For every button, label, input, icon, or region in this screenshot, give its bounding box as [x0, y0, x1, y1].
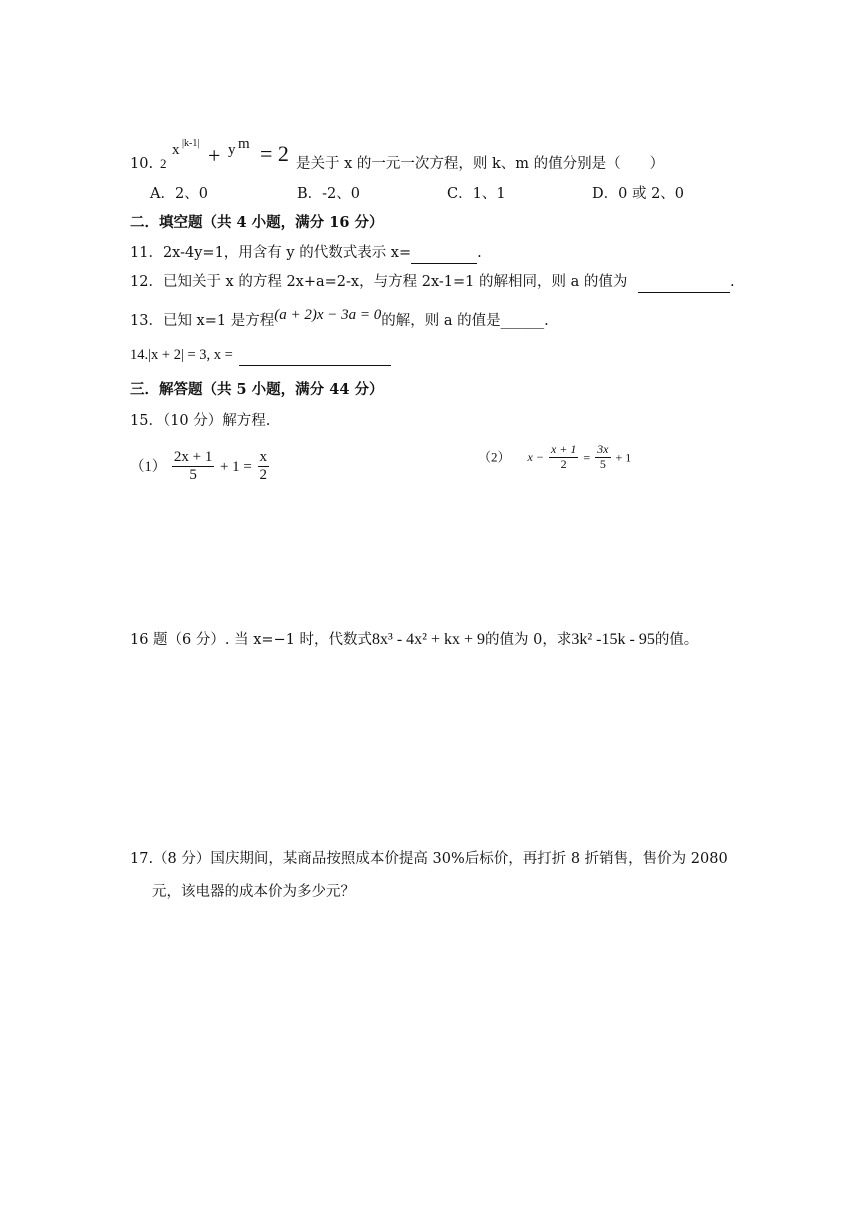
- q16-post: 的值。: [654, 632, 699, 648]
- section-heading-solve: 三．解答题（共 5 小题，满分 44 分）: [130, 381, 384, 398]
- q15-part2-post: + 1: [615, 450, 632, 465]
- q16-line: [130, 630, 698, 650]
- q15-part2-denominator-right: 5: [599, 456, 606, 471]
- q17-line1: 17.（8 分）国庆期间，某商品按照成本价提高 30%后标价，再打折 8 折销售，售价为 2080: [130, 851, 728, 867]
- q15-part2-label: （2）: [478, 449, 511, 465]
- q10-base: 2: [160, 156, 167, 171]
- q15-part1-denominator: 5: [189, 467, 197, 484]
- q10-x: x: [172, 142, 180, 158]
- q17-line2: 元，该电器的成本价为多少元？: [152, 884, 355, 900]
- q15-part1-label: （1）: [130, 458, 167, 475]
- q10-plus: +: [208, 143, 221, 168]
- q10-text: 是关于 x 的一元一次方程，则 k、m 的值分别是（ ）: [296, 156, 665, 172]
- q14-text: 14.|x + 2| = 3, x =: [130, 347, 233, 363]
- q13-post: 的解，则 a 的值是______.: [381, 313, 549, 329]
- q10-y: y: [228, 142, 236, 158]
- q10-equals-two: = 2: [260, 141, 289, 166]
- q16-pre: 16 题（6 分）. 当 x=−1 时，代数式: [130, 632, 373, 648]
- q14-answer-blank: [239, 345, 391, 366]
- q10-option-b: B．-2、0: [297, 186, 361, 202]
- q15-part1-fraction-left: [172, 449, 214, 485]
- q15-part2-numerator-right: 3x: [597, 442, 609, 456]
- q15-title: 15．（10 分）解方程.: [130, 413, 271, 429]
- q15-part2-numerator: x + 1: [550, 442, 577, 456]
- q15-part1-denominator-right: 2: [259, 467, 268, 484]
- q10-y-exponent: m: [238, 136, 250, 152]
- q10-option-a: A．2、0: [150, 186, 208, 202]
- q16-expression: 3k² -15k - 95: [571, 631, 655, 648]
- q12-end: .: [729, 274, 735, 290]
- q15-part2-fraction-left: [549, 443, 578, 472]
- q16-mid: 的值为 0，求: [485, 632, 572, 648]
- q12-line: [130, 272, 735, 293]
- q15-part1-fraction-right: [258, 449, 270, 485]
- q10-exponent: |k-1|: [182, 138, 200, 149]
- q11-end: .: [477, 245, 482, 261]
- q15-part2: [478, 443, 631, 483]
- q10-option-c: C．1、1: [447, 186, 506, 202]
- q15-part1-numerator: 2x + 1: [172, 449, 214, 467]
- q15-part2-equals: =: [583, 450, 591, 465]
- q14-line: [130, 345, 391, 366]
- q12-answer-blank: [638, 272, 730, 293]
- q15-part2-denominator: 2: [560, 456, 567, 471]
- q15-part2-pre: x −: [527, 450, 544, 465]
- q10-option-d: D．0 或 2、0: [592, 186, 685, 202]
- q15-part1-numerator-right: x: [258, 449, 270, 467]
- q12-text: 12．已知关于 x 的方程 2x+a=2-x，与方程 2x-1=1 的解相同，则 a 的值为: [130, 274, 628, 290]
- q11-text: 11．2x-4y=1，用含有 y 的代数式表示 x=: [130, 245, 412, 261]
- q16-polynomial: 8x³ - 4x² + kx + 9: [372, 631, 486, 648]
- q10-number: 10.: [130, 156, 154, 172]
- section-heading-fill-blank: 二．填空题（共 4 小题，满分 16 分）: [130, 214, 384, 231]
- q11-line: [130, 243, 482, 264]
- q15-part1-middle: + 1 =: [219, 458, 252, 475]
- q11-answer-blank: [411, 243, 477, 264]
- q13-formula: (a + 2)x − 3a = 0: [274, 307, 382, 323]
- q15-part1: [130, 449, 271, 493]
- q13-line: [130, 307, 549, 331]
- q15-part2-fraction-right: [595, 443, 610, 472]
- q13-pre: 13．已知 x=1 是方程: [130, 313, 275, 329]
